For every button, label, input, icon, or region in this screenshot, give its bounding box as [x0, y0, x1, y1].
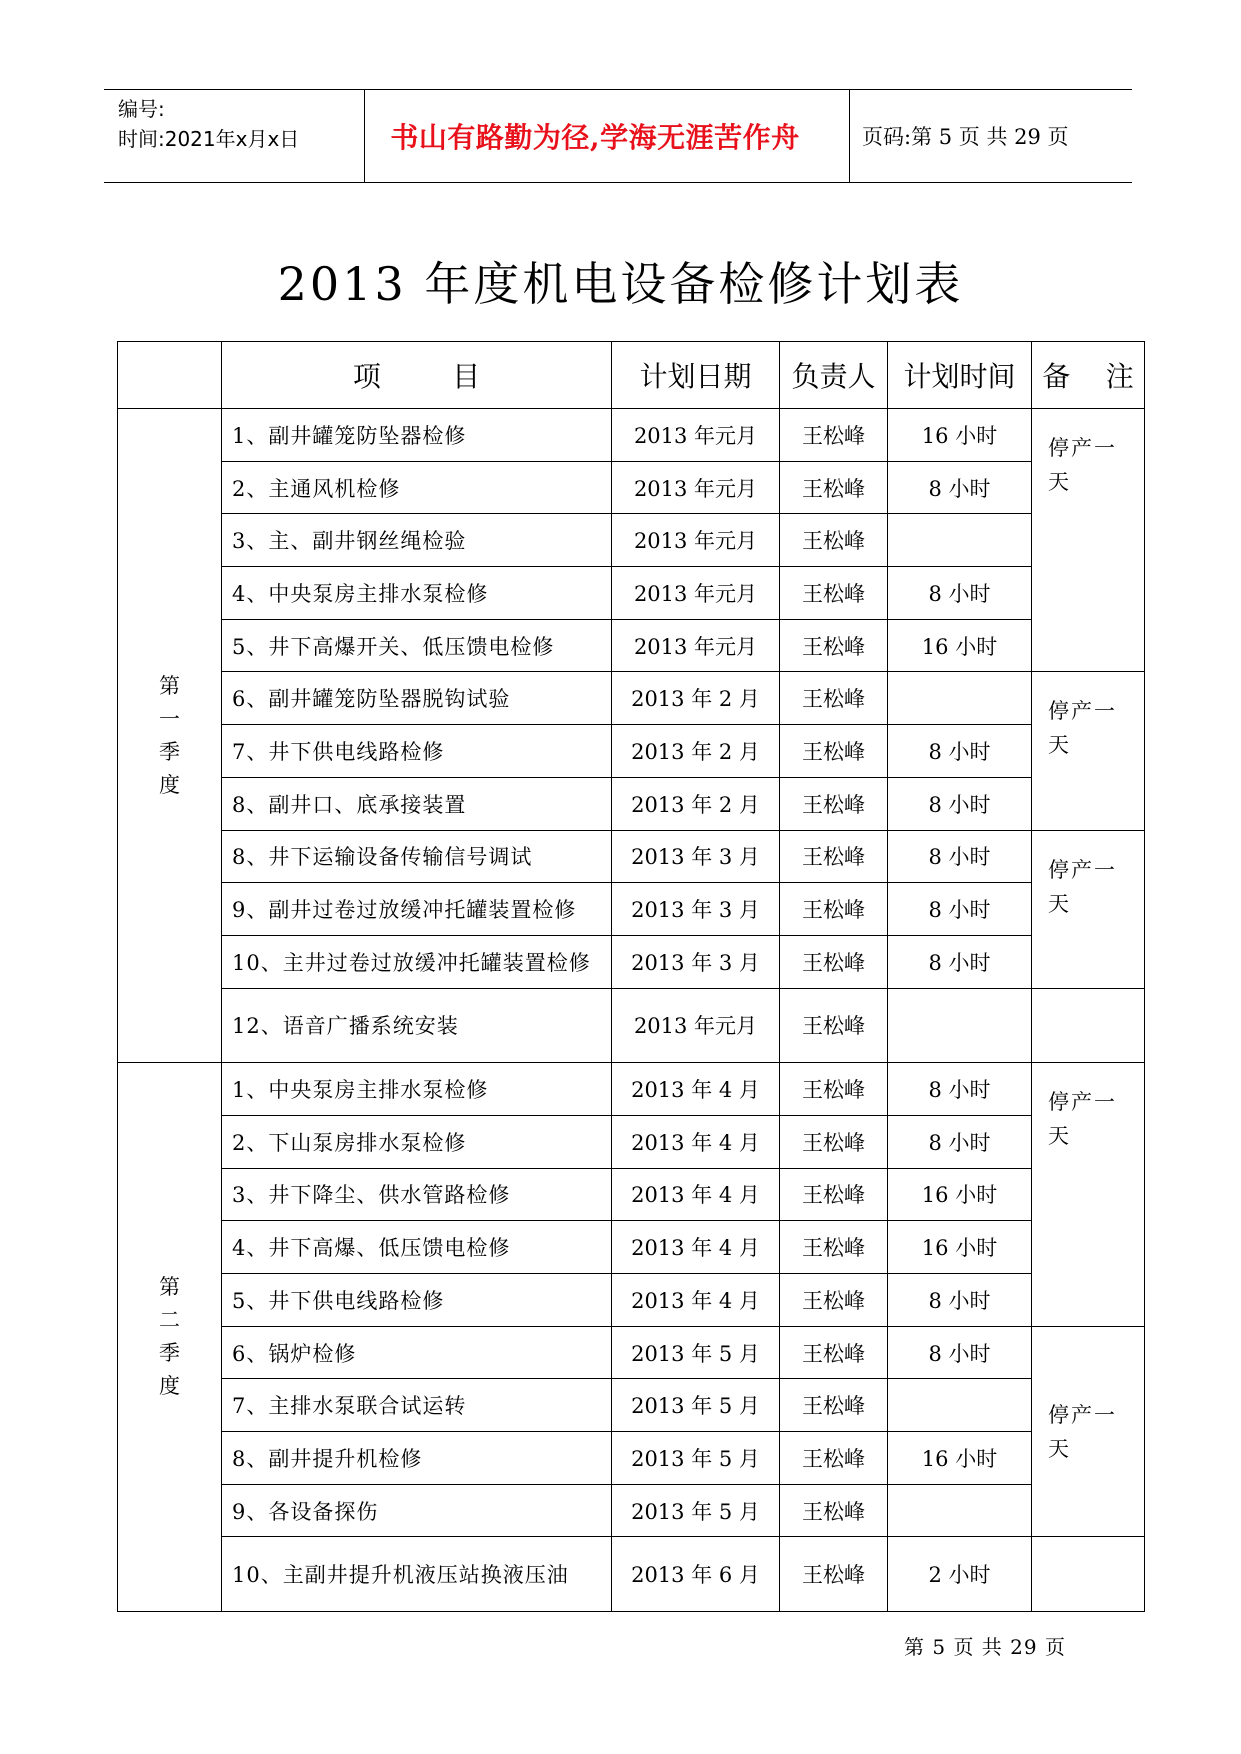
column-header — [118, 342, 222, 409]
item-cell: 1、中央泵房主排水泵检修 — [222, 1063, 612, 1116]
header-meta — [118, 94, 299, 154]
owner-cell: 王松峰 — [780, 1274, 888, 1327]
date-cell: 2013 年 4 月 — [612, 1221, 780, 1274]
date-cell: 2013 年 6 月 — [612, 1537, 780, 1612]
date-cell: 2013 年 4 月 — [612, 1274, 780, 1327]
page-header — [104, 89, 1132, 183]
table-row — [118, 830, 1145, 883]
time-cell: 8 小时 — [888, 461, 1032, 514]
owner-cell: 王松峰 — [780, 777, 888, 830]
maintenance-plan-table — [117, 341, 1145, 1612]
item-cell: 6、锅炉检修 — [222, 1326, 612, 1379]
note-cell: 停产一天 — [1032, 1326, 1145, 1537]
owner-cell: 王松峰 — [780, 1115, 888, 1168]
item-cell: 7、井下供电线路检修 — [222, 725, 612, 778]
item-cell: 12、语音广播系统安装 — [222, 988, 612, 1063]
column-header-time: 计划时间 — [888, 342, 1032, 409]
owner-cell: 王松峰 — [780, 514, 888, 567]
header-number: 编号: — [118, 97, 165, 121]
item-cell: 10、主副井提升机液压站换液压油 — [222, 1537, 612, 1612]
date-cell: 2013 年 5 月 — [612, 1379, 780, 1432]
time-cell: 8 小时 — [888, 1115, 1032, 1168]
table-row — [118, 1063, 1145, 1116]
owner-cell: 王松峰 — [780, 1484, 888, 1537]
date-cell: 2013 年 2 月 — [612, 777, 780, 830]
date-cell: 2013 年 2 月 — [612, 725, 780, 778]
item-cell: 9、副井过卷过放缓冲托罐装置检修 — [222, 883, 612, 936]
time-cell: 2 小时 — [888, 1537, 1032, 1612]
time-cell: 16 小时 — [888, 1168, 1032, 1221]
item-cell: 3、井下降尘、供水管路检修 — [222, 1168, 612, 1221]
date-cell: 2013 年元月 — [612, 461, 780, 514]
time-cell: 8 小时 — [888, 1063, 1032, 1116]
header-divider — [849, 90, 850, 182]
owner-cell: 王松峰 — [780, 883, 888, 936]
table-row — [118, 1537, 1145, 1612]
item-cell: 5、井下高爆开关、低压馈电检修 — [222, 619, 612, 672]
table-row — [118, 1115, 1145, 1168]
table-row — [118, 461, 1145, 514]
owner-cell: 王松峰 — [780, 1326, 888, 1379]
note-cell: 停产一天 — [1032, 1063, 1145, 1326]
owner-cell: 王松峰 — [780, 1168, 888, 1221]
time-cell: 8 小时 — [888, 567, 1032, 620]
time-cell — [888, 1379, 1032, 1432]
table-header-row — [118, 342, 1145, 409]
owner-cell: 王松峰 — [780, 1221, 888, 1274]
table-row — [118, 1432, 1145, 1485]
column-header-note: 备 注 — [1032, 342, 1145, 409]
item-cell: 10、主井过卷过放缓冲托罐装置检修 — [222, 935, 612, 988]
table-row — [118, 1379, 1145, 1432]
table-row — [118, 725, 1145, 778]
table-row — [118, 1221, 1145, 1274]
date-cell: 2013 年 4 月 — [612, 1168, 780, 1221]
time-cell: 16 小时 — [888, 1221, 1032, 1274]
date-cell: 2013 年元月 — [612, 988, 780, 1063]
time-cell: 8 小时 — [888, 935, 1032, 988]
owner-cell: 王松峰 — [780, 672, 888, 725]
table-row — [118, 1274, 1145, 1327]
table-row — [118, 1168, 1145, 1221]
header-time: 时间:2021年x月x日 — [118, 127, 300, 151]
page-footer: 第 5 页 共 29 页 — [904, 1635, 1066, 1659]
owner-cell: 王松峰 — [780, 988, 888, 1063]
time-cell — [888, 1484, 1032, 1537]
time-cell: 8 小时 — [888, 1274, 1032, 1327]
owner-cell: 王松峰 — [780, 830, 888, 883]
column-header-item: 项 目 — [222, 342, 612, 409]
time-cell: 8 小时 — [888, 883, 1032, 936]
date-cell: 2013 年 5 月 — [612, 1432, 780, 1485]
time-cell — [888, 988, 1032, 1063]
time-cell: 8 小时 — [888, 830, 1032, 883]
date-cell: 2013 年 5 月 — [612, 1484, 780, 1537]
date-cell: 2013 年 4 月 — [612, 1063, 780, 1116]
column-header-owner: 负责人 — [780, 342, 888, 409]
date-cell: 2013 年 3 月 — [612, 830, 780, 883]
note-cell: 停产一天 — [1032, 672, 1145, 830]
date-cell: 2013 年 2 月 — [612, 672, 780, 725]
owner-cell: 王松峰 — [780, 461, 888, 514]
time-cell: 16 小时 — [888, 409, 1032, 462]
header-motto: 书山有路勤为径,学海无涯苦作舟 — [390, 121, 800, 154]
item-cell: 8、井下运输设备传输信号调试 — [222, 830, 612, 883]
quarter-label: 第 二 季 度 — [118, 1063, 222, 1612]
item-cell: 1、副井罐笼防坠器检修 — [222, 409, 612, 462]
time-cell — [888, 514, 1032, 567]
item-cell: 7、主排水泵联合试运转 — [222, 1379, 612, 1432]
table-row — [118, 619, 1145, 672]
note-cell: 停产一天 — [1032, 830, 1145, 988]
date-cell: 2013 年 3 月 — [612, 935, 780, 988]
date-cell: 2013 年元月 — [612, 619, 780, 672]
item-cell: 8、副井提升机检修 — [222, 1432, 612, 1485]
table-row — [118, 1326, 1145, 1379]
item-cell: 4、中央泵房主排水泵检修 — [222, 567, 612, 620]
note-cell — [1032, 1537, 1145, 1612]
owner-cell: 王松峰 — [780, 1379, 888, 1432]
time-cell: 8 小时 — [888, 1326, 1032, 1379]
owner-cell: 王松峰 — [780, 409, 888, 462]
item-cell: 5、井下供电线路检修 — [222, 1274, 612, 1327]
time-cell — [888, 672, 1032, 725]
table-row — [118, 514, 1145, 567]
table-row — [118, 883, 1145, 936]
date-cell: 2013 年 4 月 — [612, 1115, 780, 1168]
owner-cell: 王松峰 — [780, 725, 888, 778]
table-row — [118, 777, 1145, 830]
table-row — [118, 935, 1145, 988]
item-cell: 8、副井口、底承接装置 — [222, 777, 612, 830]
item-cell: 6、副井罐笼防坠器脱钩试验 — [222, 672, 612, 725]
date-cell: 2013 年元月 — [612, 567, 780, 620]
owner-cell: 王松峰 — [780, 619, 888, 672]
quarter-label: 第 一 季 度 — [118, 409, 222, 1063]
item-cell: 2、主通风机检修 — [222, 461, 612, 514]
column-header-date: 计划日期 — [612, 342, 780, 409]
table-row — [118, 409, 1145, 462]
owner-cell: 王松峰 — [780, 567, 888, 620]
date-cell: 2013 年 3 月 — [612, 883, 780, 936]
date-cell: 2013 年 5 月 — [612, 1326, 780, 1379]
table-row — [118, 567, 1145, 620]
date-cell: 2013 年元月 — [612, 409, 780, 462]
item-cell: 3、主、副井钢丝绳检验 — [222, 514, 612, 567]
table-row — [118, 988, 1145, 1063]
note-cell — [1032, 988, 1145, 1063]
time-cell: 16 小时 — [888, 1432, 1032, 1485]
time-cell: 8 小时 — [888, 725, 1032, 778]
item-cell: 4、井下高爆、低压馈电检修 — [222, 1221, 612, 1274]
item-cell: 2、下山泵房排水泵检修 — [222, 1115, 612, 1168]
owner-cell: 王松峰 — [780, 935, 888, 988]
page-title: 2013 年度机电设备检修计划表 — [277, 257, 964, 311]
owner-cell: 王松峰 — [780, 1063, 888, 1116]
date-cell: 2013 年元月 — [612, 514, 780, 567]
owner-cell: 王松峰 — [780, 1537, 888, 1612]
time-cell: 8 小时 — [888, 777, 1032, 830]
owner-cell: 王松峰 — [780, 1432, 888, 1485]
table-row — [118, 1484, 1145, 1537]
item-cell: 9、各设备探伤 — [222, 1484, 612, 1537]
time-cell: 16 小时 — [888, 619, 1032, 672]
note-cell: 停产一天 — [1032, 409, 1145, 672]
header-page-number: 页码:第 5 页 共 29 页 — [862, 125, 1069, 149]
table-row — [118, 672, 1145, 725]
